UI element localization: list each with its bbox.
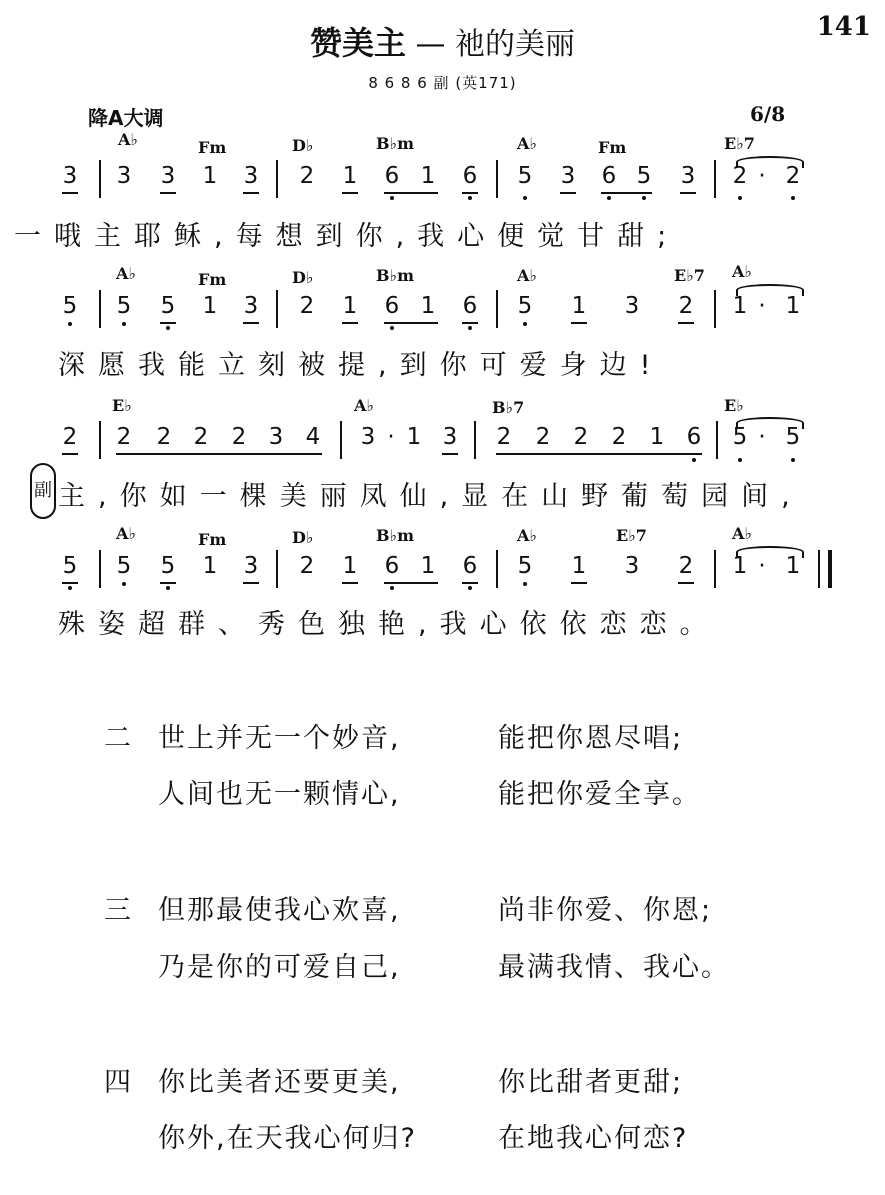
- meter-line: 8 6 8 6 副 (英171): [368, 74, 517, 92]
- title-main: 赞美主: [309, 24, 406, 62]
- note: 3: [560, 163, 576, 189]
- underline: [678, 582, 694, 584]
- note: 2: [678, 293, 694, 319]
- note: 6: [462, 163, 478, 189]
- barline: [99, 160, 101, 198]
- note: 1: [406, 424, 422, 450]
- barline: [714, 550, 716, 588]
- barline: [276, 290, 278, 328]
- chord: Fm: [598, 138, 627, 157]
- note: 5: [785, 424, 801, 450]
- note: 3: [680, 163, 696, 189]
- chord: E♭7: [616, 526, 647, 545]
- barline: [276, 550, 278, 588]
- note: 1: [785, 553, 801, 579]
- note: 3: [360, 424, 376, 450]
- chord: B♭m: [376, 526, 414, 545]
- chord: E♭7: [724, 134, 755, 153]
- lyric-line: 深愿我能立刻被提,到你可爱身边!: [58, 350, 664, 381]
- note: 1: [785, 293, 801, 319]
- note: ·: [758, 553, 766, 579]
- barline: [716, 421, 718, 459]
- note: 1: [732, 553, 748, 579]
- verse-line: 你比美者还要更美,: [158, 1067, 401, 1098]
- refrain-label: 副: [30, 463, 56, 519]
- note: 6: [384, 293, 400, 319]
- note: 1: [202, 293, 218, 319]
- note: 2: [573, 424, 589, 450]
- chord: E♭7: [674, 266, 705, 285]
- underline: [601, 192, 652, 194]
- note: 2: [611, 424, 627, 450]
- note: 5: [636, 163, 652, 189]
- chord: A♭: [517, 134, 537, 153]
- underline: [462, 322, 478, 324]
- underline: [442, 453, 458, 455]
- barline: [99, 290, 101, 328]
- underline: [680, 192, 696, 194]
- verse-number: 四: [104, 1067, 131, 1098]
- note: 1: [571, 293, 587, 319]
- note: 2: [62, 424, 78, 450]
- note: 3: [268, 424, 284, 450]
- chord: Fm: [198, 530, 227, 549]
- title-dash: —: [405, 27, 456, 62]
- underline: [342, 192, 358, 194]
- lower-dot: [68, 322, 72, 326]
- lower-dot: [166, 586, 170, 590]
- tie: [736, 156, 804, 168]
- underline: [160, 192, 176, 194]
- chord: E♭: [724, 396, 744, 415]
- note: 5: [732, 424, 748, 450]
- note: 3: [243, 553, 259, 579]
- verse-line: 但那最使我心欢喜,: [158, 895, 401, 926]
- note: 2: [678, 553, 694, 579]
- note: 2: [116, 424, 132, 450]
- time-signature: 6/8: [750, 102, 786, 126]
- note: 2: [193, 424, 209, 450]
- verse-line: 能把你恩尽唱;: [498, 723, 684, 754]
- note: 6: [384, 163, 400, 189]
- verse-line: 最满我情、我心。: [498, 952, 730, 983]
- note: 3: [624, 553, 640, 579]
- lower-dot: [791, 196, 795, 200]
- note: 2: [299, 293, 315, 319]
- note: 3: [243, 163, 259, 189]
- underline: [160, 582, 176, 584]
- note: 1: [649, 424, 665, 450]
- note: ·: [387, 424, 395, 450]
- chord: B♭m: [376, 134, 414, 153]
- note: 6: [462, 293, 478, 319]
- underline: [160, 322, 176, 324]
- barline: [496, 160, 498, 198]
- page-number: 141: [816, 12, 871, 42]
- note: ·: [758, 293, 766, 319]
- chord: Fm: [198, 138, 227, 157]
- chord: A♭: [116, 264, 136, 283]
- underline: [571, 322, 587, 324]
- underline: [62, 192, 78, 194]
- note: 4: [305, 424, 321, 450]
- lower-dot: [738, 458, 742, 462]
- lower-dot: [692, 458, 696, 462]
- verse-line: 世上并无一个妙音,: [158, 723, 401, 754]
- lower-dot: [642, 196, 646, 200]
- note: 2: [231, 424, 247, 450]
- underline: [342, 322, 358, 324]
- lyric-line: 主,你如一棵美丽凤仙,显在山野葡萄园间,: [58, 481, 803, 512]
- note: 2: [496, 424, 512, 450]
- chord: A♭: [118, 130, 138, 149]
- verse-line: 在地我心何恋?: [498, 1123, 689, 1154]
- note: ·: [758, 424, 766, 450]
- underline: [384, 192, 438, 194]
- underline: [62, 453, 78, 455]
- barline: [474, 421, 476, 459]
- chord: A♭: [517, 526, 537, 545]
- barline: [714, 160, 716, 198]
- note: 6: [384, 553, 400, 579]
- underline: [678, 322, 694, 324]
- barline: [496, 290, 498, 328]
- note: 5: [517, 553, 533, 579]
- note: 5: [62, 293, 78, 319]
- note: 2: [785, 163, 801, 189]
- barline: [714, 290, 716, 328]
- note: 5: [62, 553, 78, 579]
- note: 1: [420, 163, 436, 189]
- note: 5: [517, 293, 533, 319]
- barline: [99, 550, 101, 588]
- underline: [243, 582, 259, 584]
- verse-line: 你比甜者更甜;: [498, 1067, 684, 1098]
- note: 2: [732, 163, 748, 189]
- lyric-line: 殊姿超群、秀色独艳,我心依依恋恋。: [58, 609, 720, 640]
- chord: D♭: [292, 268, 314, 287]
- verse-line: 乃是你的可爱自己,: [158, 952, 401, 983]
- underline: [243, 322, 259, 324]
- note: 6: [601, 163, 617, 189]
- note: 1: [202, 553, 218, 579]
- chord: A♭: [517, 266, 537, 285]
- chord: D♭: [292, 528, 314, 547]
- chord: Fm: [198, 270, 227, 289]
- note: 3: [624, 293, 640, 319]
- lower-dot: [468, 586, 472, 590]
- underline: [462, 192, 478, 194]
- lower-dot: [738, 196, 742, 200]
- note: 1: [202, 163, 218, 189]
- note: 1: [571, 553, 587, 579]
- note: 1: [420, 553, 436, 579]
- note: 2: [299, 163, 315, 189]
- lower-dot: [390, 326, 394, 330]
- note: 6: [686, 424, 702, 450]
- hymn-title: [0, 18, 885, 64]
- verse-line: 能把你爱全享。: [498, 779, 701, 810]
- chord: A♭: [732, 262, 752, 281]
- note: 1: [342, 163, 358, 189]
- note: 3: [442, 424, 458, 450]
- lower-dot: [523, 322, 527, 326]
- lower-dot: [122, 322, 126, 326]
- verse-line: 你外,在天我心何归?: [158, 1123, 417, 1154]
- verse-number: 三: [104, 895, 131, 926]
- note: 5: [160, 553, 176, 579]
- lower-dot: [166, 326, 170, 330]
- lower-dot: [68, 586, 72, 590]
- note: 2: [299, 553, 315, 579]
- verse-line: 尚非你爱、你恩;: [498, 895, 713, 926]
- note: 3: [160, 163, 176, 189]
- tie: [736, 546, 804, 558]
- tie: [736, 284, 804, 296]
- underline: [571, 582, 587, 584]
- note: 1: [342, 293, 358, 319]
- note: 2: [535, 424, 551, 450]
- note: 1: [732, 293, 748, 319]
- note: 5: [517, 163, 533, 189]
- lyric-line: 一哦主耶稣,每想到你,我心便觉甘甜;: [14, 221, 680, 252]
- lower-dot: [607, 196, 611, 200]
- barline: [340, 421, 342, 459]
- chord: A♭: [116, 524, 136, 543]
- lower-dot: [523, 582, 527, 586]
- barline: [496, 550, 498, 588]
- underline: [62, 582, 78, 584]
- barline: [99, 421, 101, 459]
- note: 2: [156, 424, 172, 450]
- note: 3: [116, 163, 132, 189]
- underline: [342, 582, 358, 584]
- underline: [560, 192, 576, 194]
- note: 1: [420, 293, 436, 319]
- chord: B♭7: [492, 398, 525, 417]
- underline: [116, 453, 322, 455]
- final-barline: [818, 550, 832, 588]
- chord: E♭: [112, 396, 132, 415]
- verse-number: 二: [104, 723, 131, 754]
- note: ·: [758, 163, 766, 189]
- underline: [462, 582, 478, 584]
- lower-dot: [523, 196, 527, 200]
- note: 3: [243, 293, 259, 319]
- note: 6: [462, 553, 478, 579]
- underline: [384, 582, 438, 584]
- lower-dot: [390, 196, 394, 200]
- tie: [736, 417, 804, 429]
- lower-dot: [390, 586, 394, 590]
- key-signature: 降A大调: [88, 106, 164, 130]
- note: 1: [342, 553, 358, 579]
- note: 5: [116, 293, 132, 319]
- lower-dot: [468, 326, 472, 330]
- underline: [243, 192, 259, 194]
- note: 5: [160, 293, 176, 319]
- lower-dot: [468, 196, 472, 200]
- chord: D♭: [292, 136, 314, 155]
- note: 3: [62, 163, 78, 189]
- underline: [384, 322, 438, 324]
- lower-dot: [122, 582, 126, 586]
- barline: [276, 160, 278, 198]
- chord: B♭m: [376, 266, 414, 285]
- title-sub: 祂的美丽: [455, 27, 576, 62]
- verse-line: 人间也无一颗情心,: [158, 779, 401, 810]
- note: 5: [116, 553, 132, 579]
- lower-dot: [791, 458, 795, 462]
- underline: [496, 453, 702, 455]
- chord: A♭: [354, 396, 374, 415]
- chord: A♭: [732, 524, 752, 543]
